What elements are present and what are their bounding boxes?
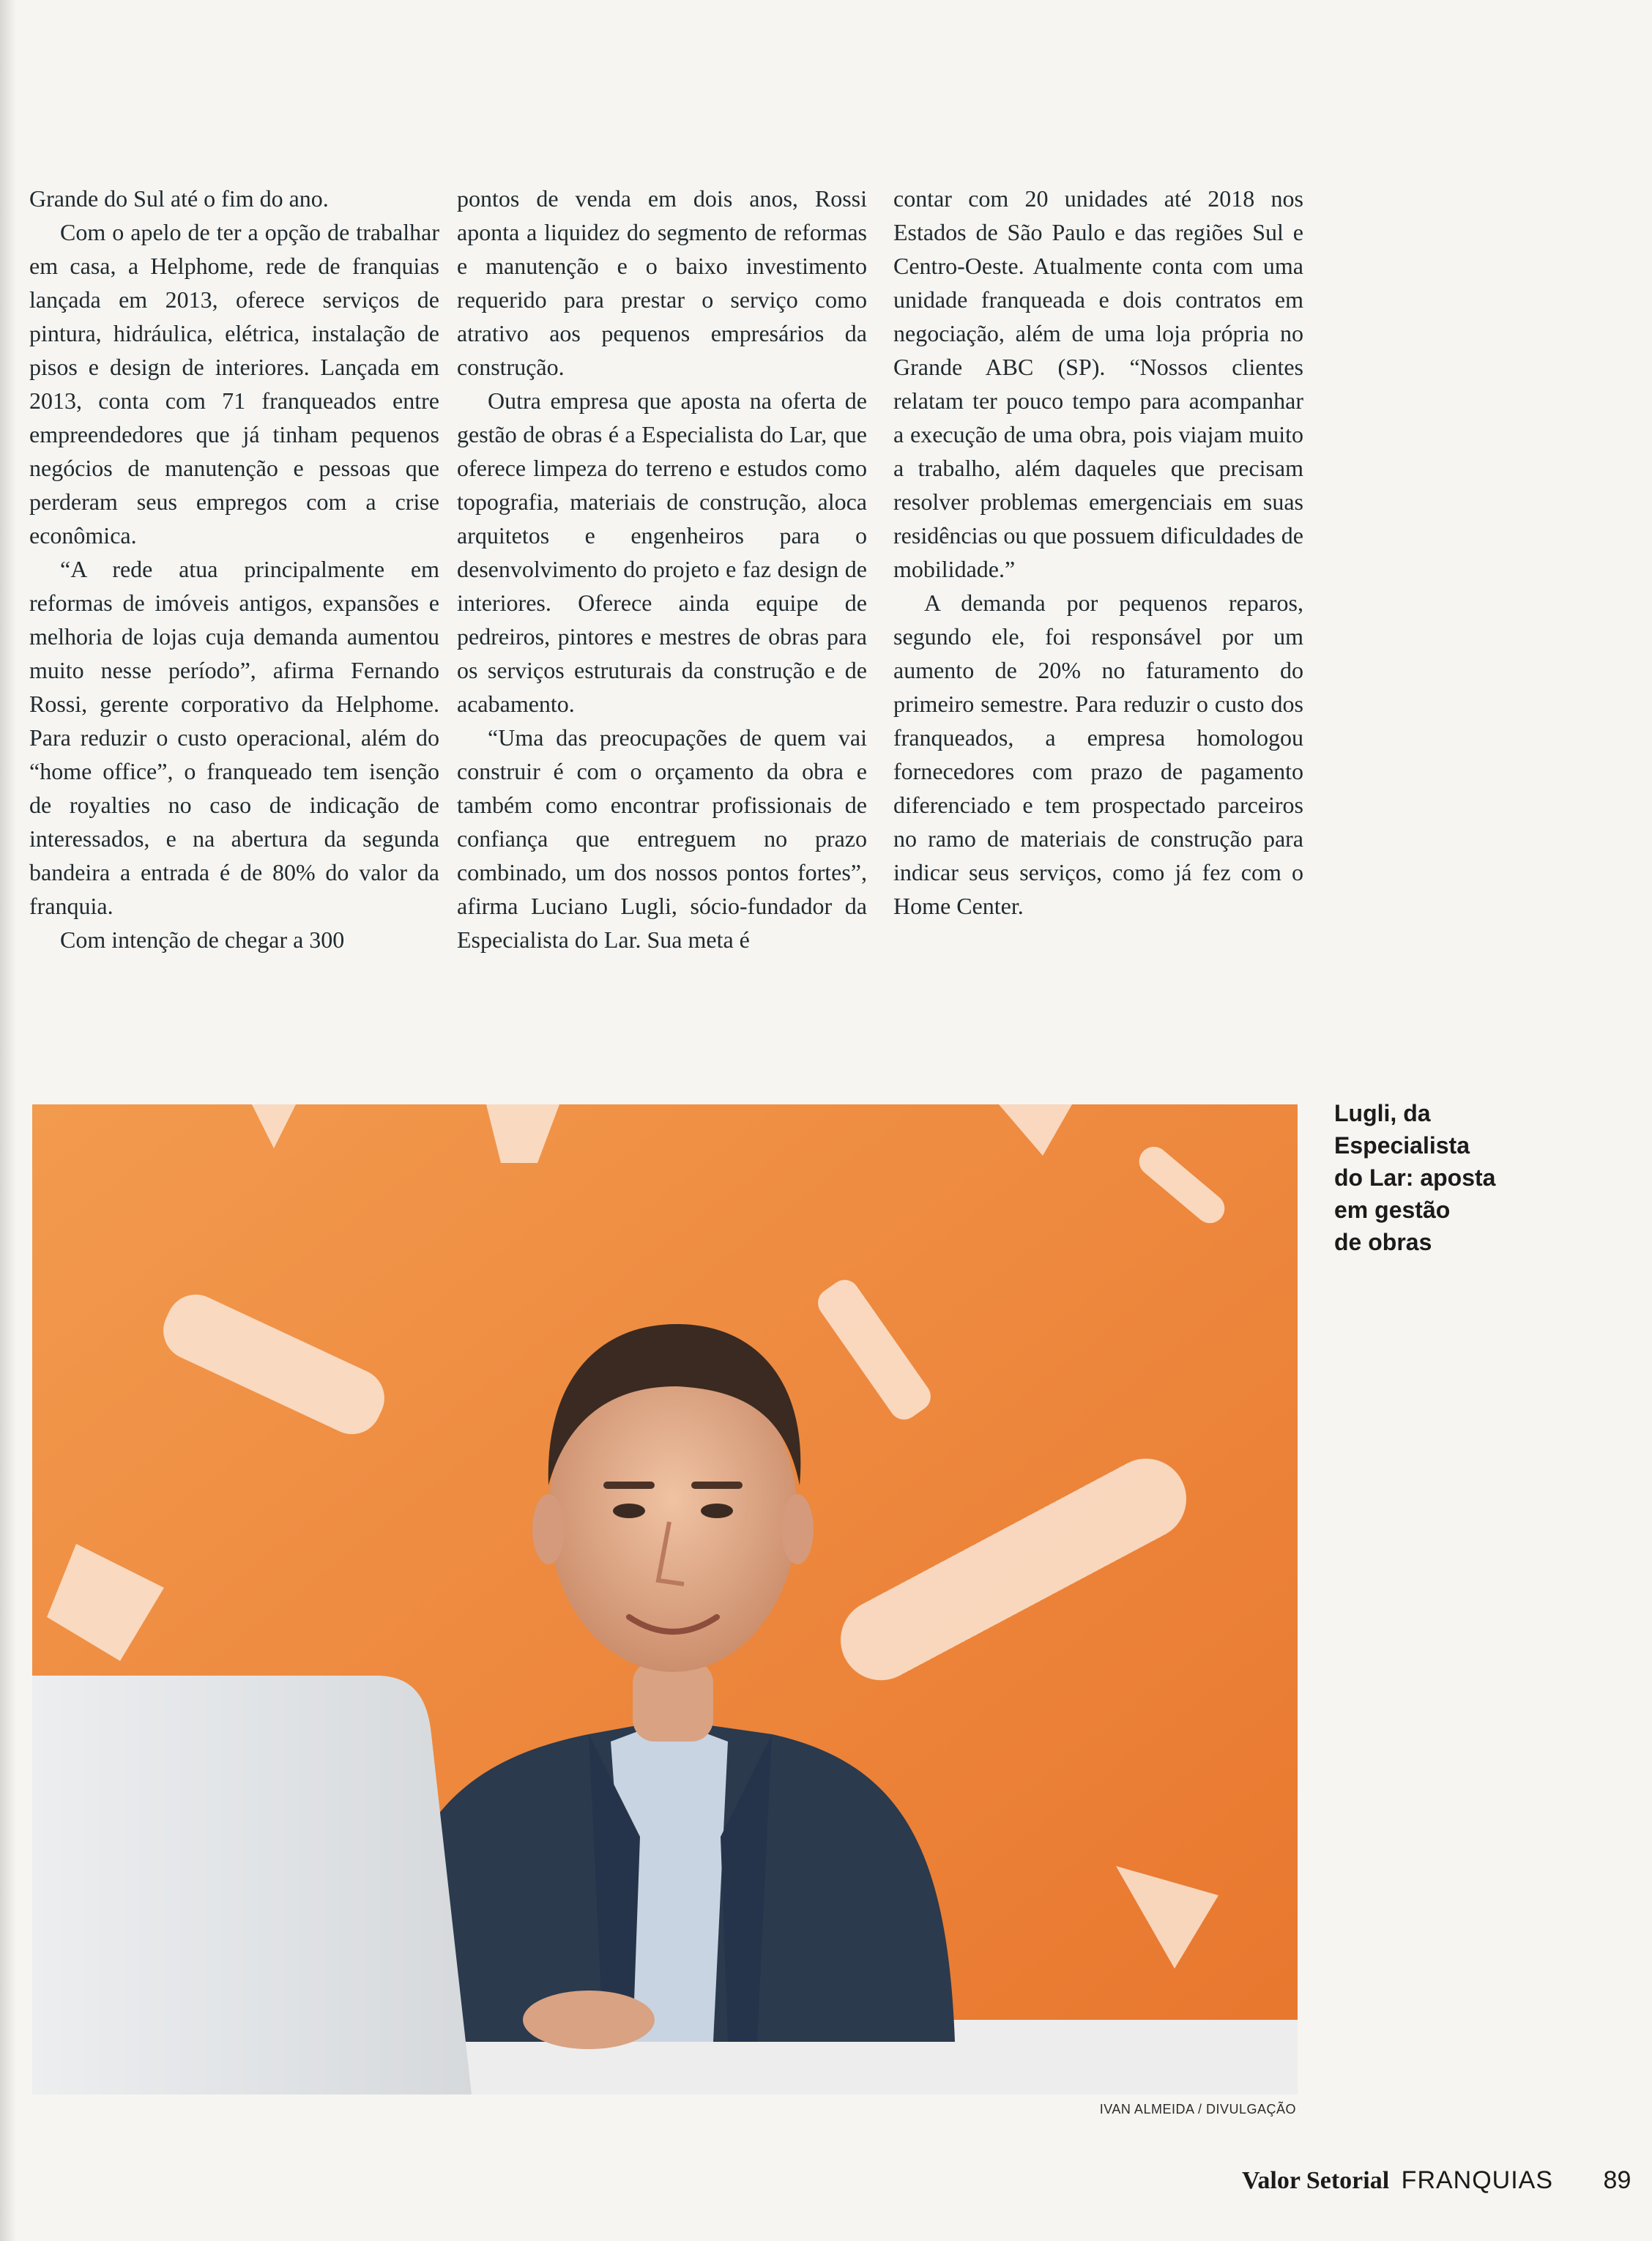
paragraph: “A rede atua principalmente em reformas de imóveis antigos, expansões e melhoria de lojas cuja demanda aumentou muito nesse período”, afirma Fernando Rossi, gerente corporativo da Helphome. Para reduzir o custo operacional, além do “home office”, o franqueado tem isenção de royalties no caso de indicação de interessados, e na abertura da segunda bandeira a entrada é de 80% do valor da franquia. [29,556,439,919]
paragraph: “Uma das preocupações de quem vai construir é com o orçamento da obra e também como encontrar profissionais de confiança que entreguem no prazo combinado, um dos nossos pontos fortes”, afirma Luciano Lugli, sócio-fundador da Especialista do Lar. Sua meta é [457,724,867,953]
portrait-photo [32,1104,1298,2095]
page-footer [1242,2166,1631,2195]
caption-line: Especialista [1334,1132,1470,1159]
paragraph: Grande do Sul até o fim do ano. [29,185,329,212]
section-name: FRANQUIAS [1401,2166,1554,2194]
page-edge-shadow [0,0,16,2241]
article-column-1 [29,182,439,956]
paragraph: contar com 20 unidades até 2018 nos Estados de São Paulo e das regiões Sul e Centro-Oeste. Atualmente conta com uma unidade franqueada e dois contratos em negociação, além de uma loja própria no Grande ABC (SP). “Nossos clientes relatam ter pouco tempo para acompanhar a execução de uma obra, pois viajam muito a trabalho, além daqueles que precisam resolver problemas emergenciais em suas residências ou que possuem dificuldades de mobilidade.” [893,185,1303,582]
photo-credit: IVAN ALMEIDA / DIVULGAÇÃO [1099,2102,1296,2116]
article-column-3 [893,182,1303,923]
paragraph: Com intenção de chegar a 300 [60,926,345,953]
photo-caption [1334,1097,1525,1258]
caption-line: Lugli, da [1334,1100,1431,1126]
paragraph: A demanda por pequenos reparos, segundo ele, foi responsável por um aumento de 20% no faturamento do primeiro semestre. Para reduzir o custo dos franqueados, a empresa homologou fornecedores com prazo de pagamento diferenciado e tem prospectado parceiros no ramo de materiais de construção para indicar seus serviços, como já fez com o Home Center. [893,590,1303,919]
paragraph: Outra empresa que aposta na oferta de gestão de obras é a Especialista do Lar, que oferece limpeza do terreno e estudos como topografia, materiais de construção, aloca arquitetos e engenheiros para o desenvolvimento do projeto e faz design de interiores. Oferece ainda equipe de pedreiros, pintores e mestres de obras para os serviços estruturais da construção e de acabamento. [457,387,867,717]
page-number: 89 [1603,2166,1631,2194]
paragraph: pontos de venda em dois anos, Rossi aponta a liquidez do segmento de reformas e manutenção e o baixo investimento requerido para prestar o serviço como atrativo aos pequenos empresários da construção. [457,185,867,380]
caption-line: em gestão [1334,1197,1451,1223]
paragraph: Com o apelo de ter a opção de trabalhar em casa, a Helphome, rede de franquias lançada em 2013, oferece serviços de pintura, hidráulica, elétrica, instalação de pisos e design de interiores. Lançada em 2013, conta com 71 franqueados entre empreendedores que já tinham pequenos negócios de manutenção e pessoas que perderam seus empregos com a crise econômica. [29,219,439,549]
caption-line: de obras [1334,1229,1432,1255]
article-column-2 [457,182,867,956]
publication-name: Valor Setorial [1242,2167,1390,2194]
caption-line: do Lar: aposta [1334,1164,1496,1191]
